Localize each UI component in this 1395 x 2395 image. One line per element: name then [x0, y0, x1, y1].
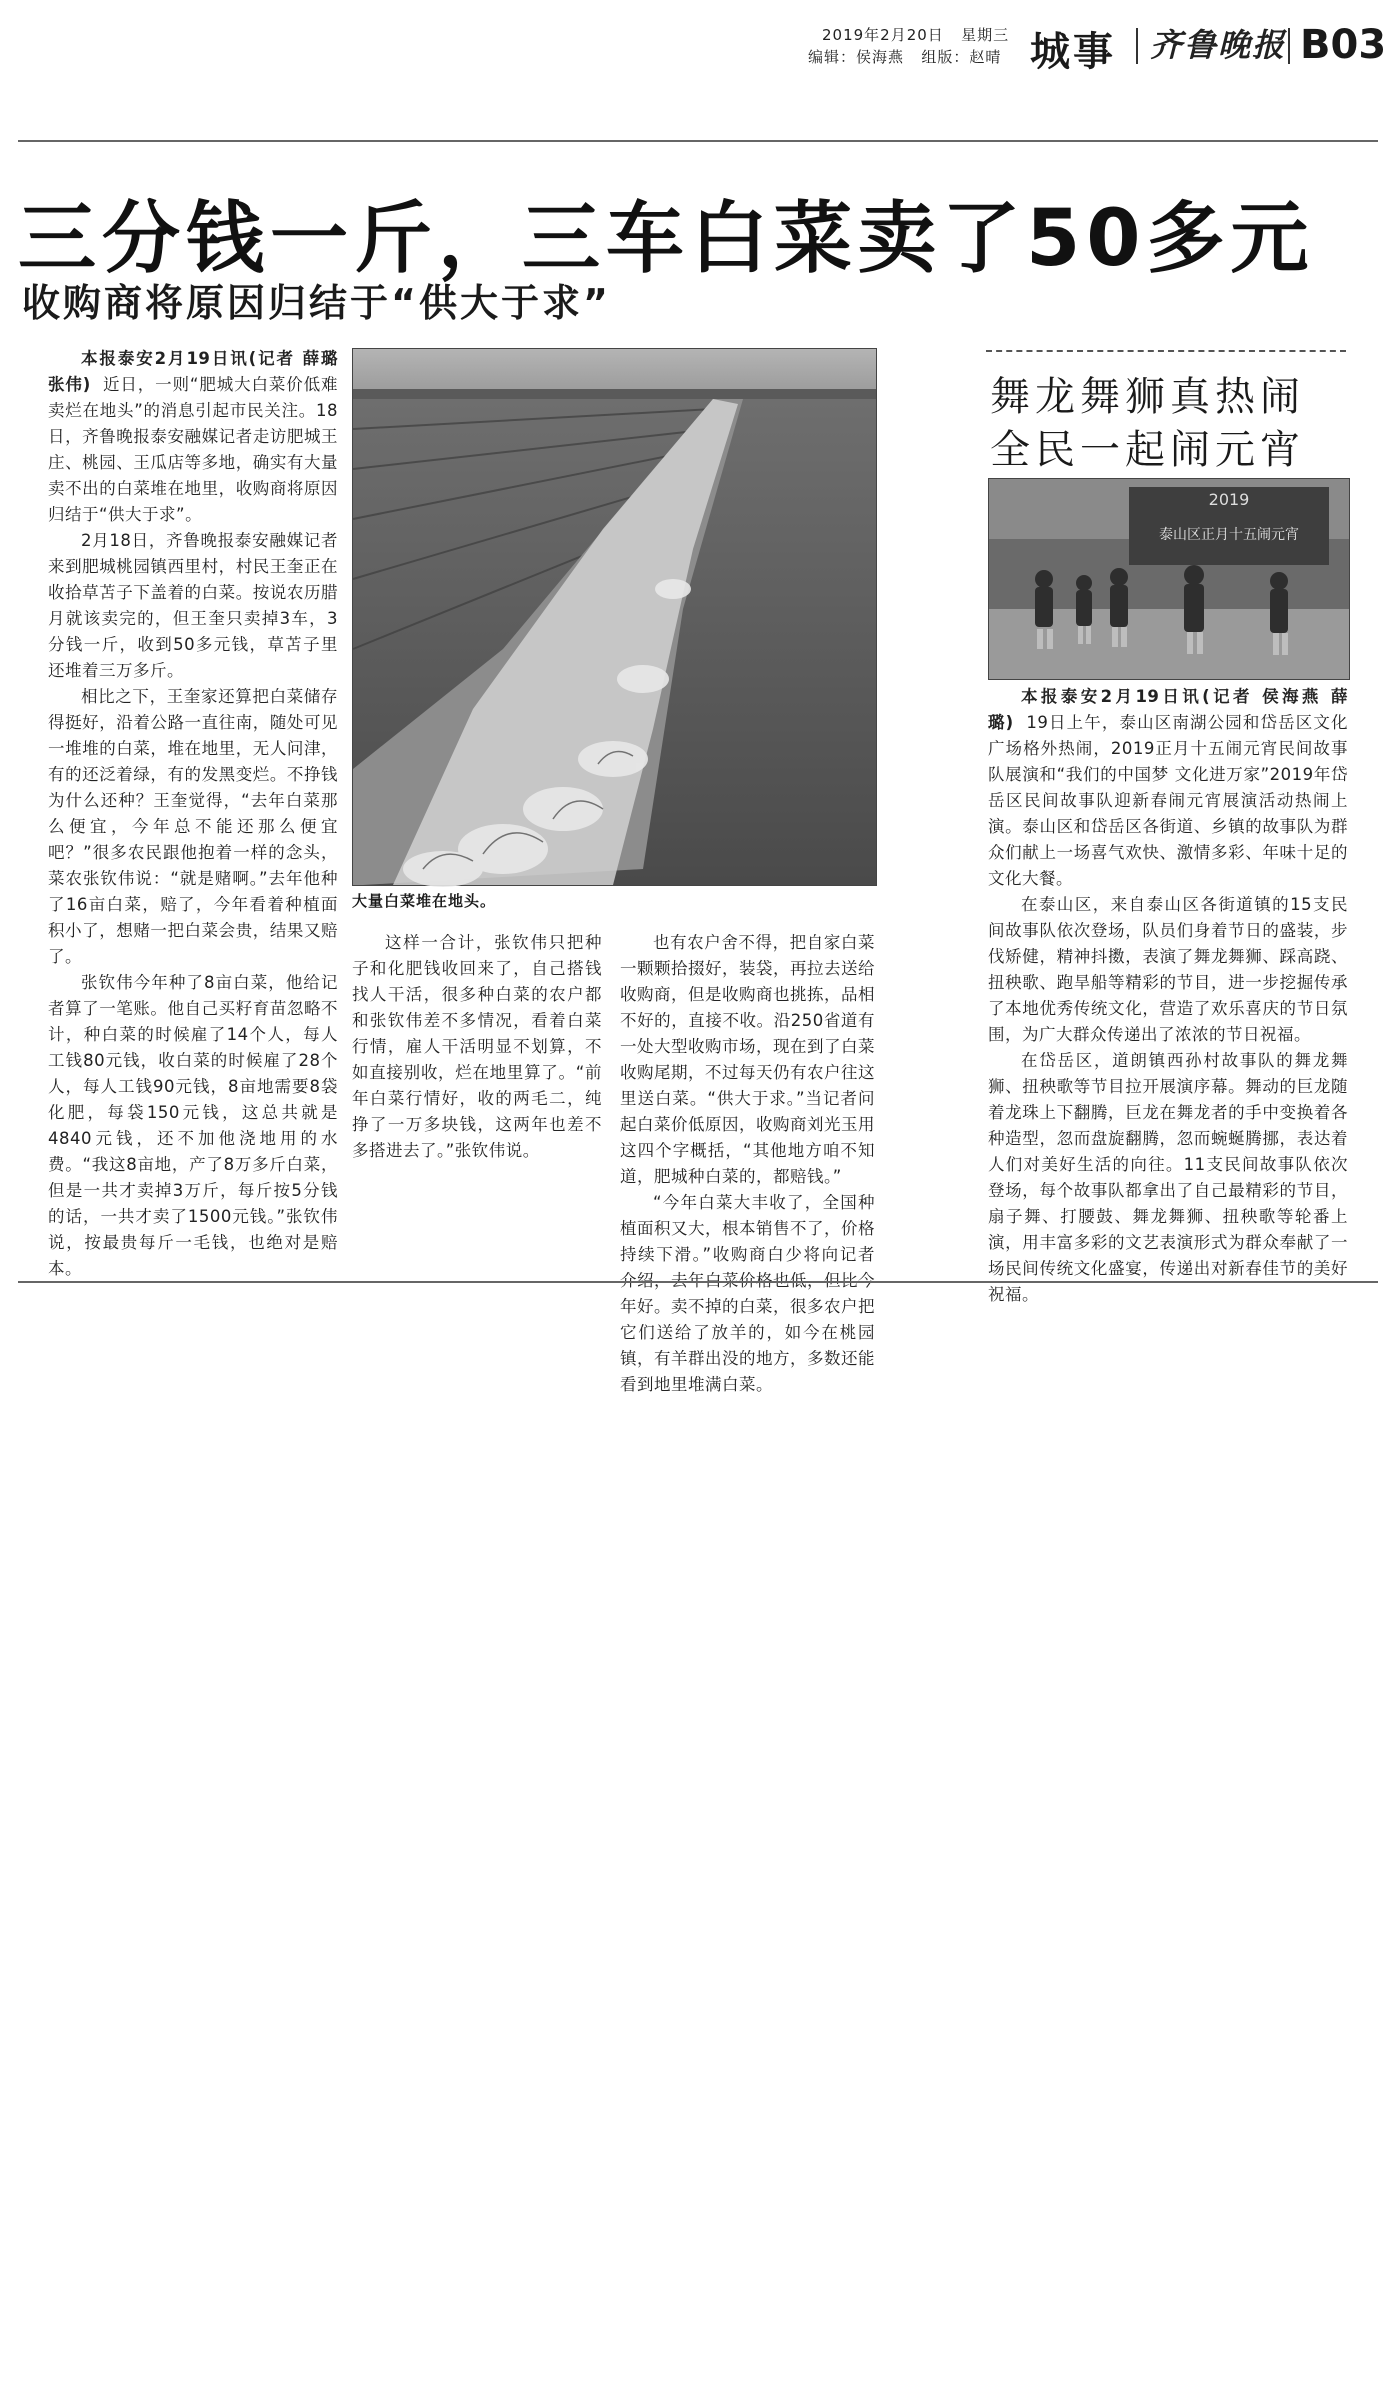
paragraph-text: 19日上午，泰山区南湖公园和岱岳区文化广场格外热闹，2019正月十五闹元宵民间故事队展演和“我们的中国梦 文化进万家”2019年岱岳区民间故事队迎新春闹元宵展演活动热闹上演。泰山区和岱岳区各街道、乡镇的故事队为群众们献上一场喜气欢快、激情多彩、年味十足的文化大餐。	[988, 713, 1349, 888]
sidebar-lead: 本报泰安2月19日讯(记者 侯海燕 薛璐)	[988, 687, 1348, 732]
article-paragraph: 也有农户舍不得，把自家白菜一颗颗拾掇好，装袋，再拉去送给收购商，但是收购商也挑拣，品相不好的，直接不收。沿250省道有一处大型收购市场，现在到了白菜收购尾期，不过每天仍有农户往这里送白菜。“供大于求。”当记者问起白菜价低原因，收购商刘光玉用这四个字概括，“其他地方咱不知道，肥城种白菜的，都赔钱。”	[620, 933, 875, 1186]
photo-caption: 大量白菜堆在地头。	[352, 892, 497, 910]
sidebar-title-line2: 全民一起闹元宵	[990, 427, 1305, 473]
editor-text: 编辑：侯海燕	[808, 48, 905, 66]
header-divider	[1288, 28, 1290, 64]
main-headline: 三分钱一斤，三车白菜卖了50多元	[18, 194, 1315, 284]
weekday-text: 星期三	[961, 26, 1010, 44]
lantern-festival-photo	[988, 478, 1350, 680]
section-name: 城事	[1030, 29, 1116, 75]
photo-banner-year: 2019	[1208, 490, 1250, 509]
editor-credits	[808, 46, 1001, 67]
article-paragraph: 在泰山区，来自泰山区各街道镇的15支民间故事队依次登场，队员们身着节日的盛装，步伐矫健，精神抖擞，表演了舞龙舞狮、踩高跷、扭秧歌、跑旱船等精彩的节目，进一步挖掘传承了本地优秀传统文化，营造了欢乐喜庆的节日氛围，为广大群众传递出了浓浓的节日祝福。	[988, 895, 1348, 1044]
article-column-3	[620, 930, 875, 1394]
newspaper-logo: 齐鲁晚报	[1150, 26, 1287, 64]
bottom-rule	[18, 1281, 1378, 1283]
lantern-festival-image	[989, 479, 1349, 679]
date-text: 2019年2月20日	[822, 26, 944, 44]
issue-date	[822, 24, 1009, 45]
cabbage-field-photo	[352, 348, 877, 886]
article-paragraph	[988, 684, 1348, 892]
article-column-2	[352, 930, 602, 1270]
header-rule	[18, 140, 1378, 142]
main-subheadline: 收购商将原因归结于“供大于求”	[22, 281, 611, 325]
page-number: B03	[1300, 22, 1387, 68]
photo-banner-text: 泰山区正月十五闹元宵	[1159, 527, 1299, 543]
header-divider	[1136, 28, 1138, 64]
cabbage-field-image	[353, 349, 876, 885]
article-paragraph: “今年白菜大丰收了，全国种植面积又大，根本销售不了，价格持续下滑。”收购商白少将向记者 年好。卖不掉的白菜，很多农户把它们送给了放羊的，如今在桃园镇，有羊群出没的地方，多数还能看到地里堆满白菜。	[620, 1193, 875, 1394]
sidebar-title-line1: 舞龙舞狮真热闹	[990, 374, 1305, 420]
article-paragraph: 在岱岳区，道朗镇西孙村故事队的舞龙舞狮、扭秧歌等节目拉开展演序幕。舞动的巨龙随着龙珠上下翻腾，巨龙在舞龙者的手中变换着各种造型，忽而盘旋翻腾，忽而蜿蜒腾挪，表达着人们对美好生活的向往。11支民间故事队依次登场，每个故事队都拿出了自己最精彩的节目，扇子舞、打腰鼓、舞龙舞狮、扭秧歌等轮番上演，用丰富多彩的文艺表演形式为群众奉献了一场民间传统文化盛宴，传递出对新春佳节的美好祝福。	[988, 1051, 1348, 1304]
sidebar-divider	[986, 350, 1346, 352]
article-paragraph: 这样一合计，张钦伟只把种子和化肥钱收回来了，自己搭钱找人干活，很多种白菜的农户都和张钦伟差不多情况，看着白菜行情，雇人干活明显不划算，不如直接别收，烂在地里算了。“前年白菜行情好，收的两毛二，纯挣了一万多块钱，这两年也差不多搭进去了。”张钦伟说。	[352, 933, 602, 1160]
article-paragraph: 2月18日，齐鲁晚报泰安融媒记者来到肥城桃园镇西里村，村民王奎正在收拾草苫子下盖着的白菜。按说农历腊月就该卖完的，但王奎只卖掉3车，3分钱一斤，收到50多元钱，草苫子里还堆着三万多斤。	[48, 531, 338, 680]
article-paragraph: 相比之下，王奎家还算把白菜储存得挺好，沿着公路一直往南，随处可见一堆堆的白菜，堆在地里，无人问津，有的还泛着绿，有的发黑变烂。不挣钱为什么还种？王奎觉得，“去年白菜那么便宜，今年总不能还那么便宜吧？”很多农民跟他抱着一样的念头，菜农张钦伟说：“就是赌啊。”去年他种了16亩白菜，赔了，今年看着种植面积小了，想赌一把白菜会贵，结果又赔了。	[48, 687, 338, 966]
paragraph-text: 近日，一则“肥城大白菜价低难卖烂在地头”的消息引起市民关注。18日，齐鲁晚报泰安融媒记者走访肥城王庄、桃园、王瓜店等多地，确实有大量卖不出的白菜堆在地里，收购商将原因归结于“供大于求”。	[48, 375, 338, 524]
layout-text: 组版：赵晴	[921, 48, 1002, 66]
article-lead: 本报泰安2月19日讯(记者 薛璐 张伟)	[48, 349, 338, 394]
article-column-1	[48, 346, 338, 1276]
article-paragraph	[48, 346, 338, 528]
sidebar-article	[988, 684, 1349, 1304]
article-paragraph: 张钦伟今年种了8亩白菜，他给记者算了一笔账。他自己买籽育苗忽略不计，种白菜的时候雇了14个人，每人工钱80元钱，收白菜的时候雇了28个人，每人工钱90元钱，8亩地需要8袋化肥，每袋150元钱，这总共就是4840元钱，还不加他浇地用的水费。“我这8亩地，产了8万多斤白菜，但是一共才卖掉3万斤，每斤按5分钱的话，一共才卖了1500元钱。”张钦伟说，按最贵每斤一毛钱，也绝对是赔本。	[48, 973, 338, 1278]
